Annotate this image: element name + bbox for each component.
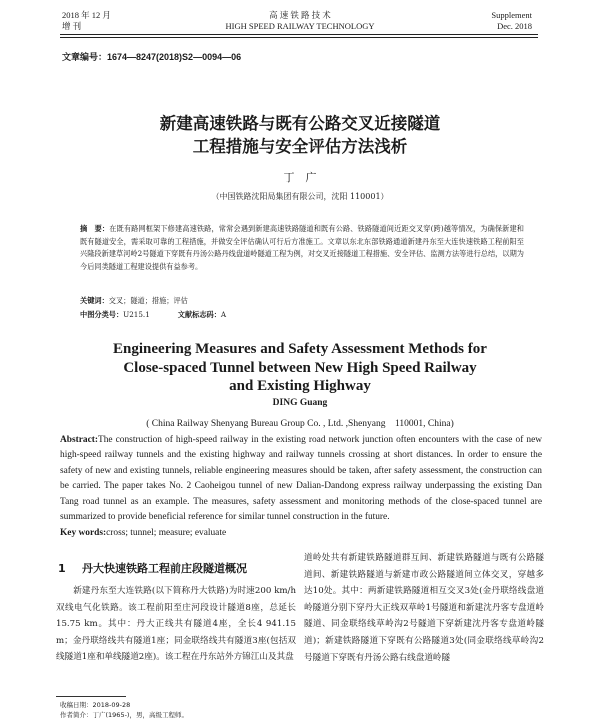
english-affiliation: ( China Railway Shenyang Bureau Group Co. , Ltd. ,Shenyang 110001, China) xyxy=(146,419,454,429)
header-rule xyxy=(60,34,538,35)
clc-value: U215.1 xyxy=(123,310,150,319)
section-paragraph: 新建丹东至大连铁路(以下简称丹大铁路)为时速200 km/h双线电气化铁路。该工程前阳至庄河段设计隧道8座，总延长15.75 km。其中：丹大正线共有隧道4座，全长4 941.15 m；金丹联络线共有隧道1座；同金联络线共有隧道3座(包括双线隧道1座和单线隧道2座)。该工程在丹东站外方锦江山及其盘 xyxy=(56,586,296,663)
english-author: DING Guang xyxy=(272,398,328,408)
english-title-line2: Close-spaced Tunnel between New High Speed Railway xyxy=(123,359,477,376)
english-abstract-label: Abstract: xyxy=(60,435,99,445)
english-abstract-text: The construction of high-speed railway in the existing road network junction often encounters with the case of new high-speed railway tunnels and the existing highway and railway tunnels crossing at short distances. In order to ensure the safety of new and existing tunnels, reliable engineering measures should be taken, after safety assessment, the construction can be carried. The paper takes No. 2 Caoheigou tunnel of new Dalian-Dandong express railway underpassing the existing Dan Tang road tunnel as an example. The measures, safety assessment and monitoring methods of the close-spaced tunnel are summarized to provide beneficial reference for similar tunnel construction in the future. xyxy=(60,435,542,523)
doc-code-label: 文献标志码： xyxy=(177,310,221,319)
footnote-received: 收稿日期：2018-09-28 xyxy=(60,701,131,709)
chinese-abstract-text: 在既有路网框架下修建高速铁路，常常会遇到新建高速铁路隧道和既有公路、铁路隧道间近距交叉穿(跨)越等情况，为确保新建和既有隧道安全，需采取可靠的工程措施，并做安全评估确认可行后方准施工。文章以东北东部铁路通道新建丹东至大连快速铁路工程前阳至兴隆段新建草河岭2号隧道下穿既有丹汤公路丹线盘道岭隧道工程为例，对交叉近接隧道工程措施、安全评估、监测方法等进行总结，以期为今后同类隧道工程建设提供有益参考。 xyxy=(80,224,524,271)
doc-code-value: A xyxy=(220,310,227,319)
header-supplement: Supplement xyxy=(491,10,532,20)
chinese-keywords-label: 关键词： xyxy=(80,296,109,305)
article-number: 文章编号：1674—8247(2018)S2—0094—06 xyxy=(62,52,242,62)
chinese-keywords-text: 交叉；隧道；措施；评估 xyxy=(108,296,188,305)
header-month: Dec. 2018 xyxy=(497,21,532,31)
journal-name-cn: 高 速 铁 路 技 术 xyxy=(269,10,331,20)
english-keywords xyxy=(60,526,542,540)
chinese-abstract-label: 摘 要： xyxy=(80,224,110,233)
english-keywords-text: cross; tunnel; measure; evaluate xyxy=(106,528,227,538)
clc-label: 中图分类号： xyxy=(80,310,124,319)
chinese-affiliation: （中国铁路沈阳局集团有限公司，沈阳 110001） xyxy=(211,192,389,201)
english-title-line3: and Existing Highway xyxy=(229,378,371,394)
right-column-paragraph: 道岭处共有新建铁路隧道群互间、新建铁路隧道与既有公路隧道间、新建铁路隧道与新建市政公路隧道间立体交叉，穿越多达10处。其中：两新建铁路隧道相互交叉3处(金丹联络线盘道岭隧道分别下穿丹大正线双草岭1号隧道和新建沈丹客专盘道岭隧道、同金联络线草岭沟2号隧道下穿新建沈丹客专盘道岭隧道)；新建铁路隧道下穿既有公路隧道3处(同金联络线草岭沟2号隧道下穿既有丹汤公路右线盘道岭隧 xyxy=(304,553,544,663)
body-right-column xyxy=(304,550,544,666)
chinese-keywords xyxy=(80,295,524,307)
section-title: 丹大快速铁路工程前庄段隧道概况 xyxy=(82,562,247,575)
body-left-column xyxy=(56,562,296,666)
header-date: 2018 年 12 月 xyxy=(62,10,111,20)
section-heading xyxy=(58,562,296,576)
header-rule-thin xyxy=(60,37,538,38)
journal-issue-header xyxy=(491,10,532,32)
chinese-title-line1: 新建高速铁路与既有公路交叉近接隧道 xyxy=(159,114,441,133)
footnote-author-bio: 作者简介：丁广(1965-)，男，高级工程师。 xyxy=(60,711,188,719)
journal-name-en: HIGH SPEED RAILWAY TECHNOLOGY xyxy=(225,21,375,31)
chinese-title-line2: 工程措施与安全评估方法浅析 xyxy=(192,137,408,156)
chinese-abstract xyxy=(80,223,524,273)
english-keywords-label: Key words: xyxy=(60,528,107,538)
classification-line xyxy=(80,309,226,321)
english-title-line1: Engineering Measures and Safety Assessment Methods for xyxy=(113,341,487,357)
english-title xyxy=(0,340,600,396)
footnote-rule xyxy=(56,696,126,697)
chinese-author: 丁 广 xyxy=(283,171,317,184)
english-abstract xyxy=(60,433,542,525)
chinese-title xyxy=(0,112,600,158)
header-issue: 增 刊 xyxy=(62,21,82,31)
section-number: 1 xyxy=(58,562,66,575)
